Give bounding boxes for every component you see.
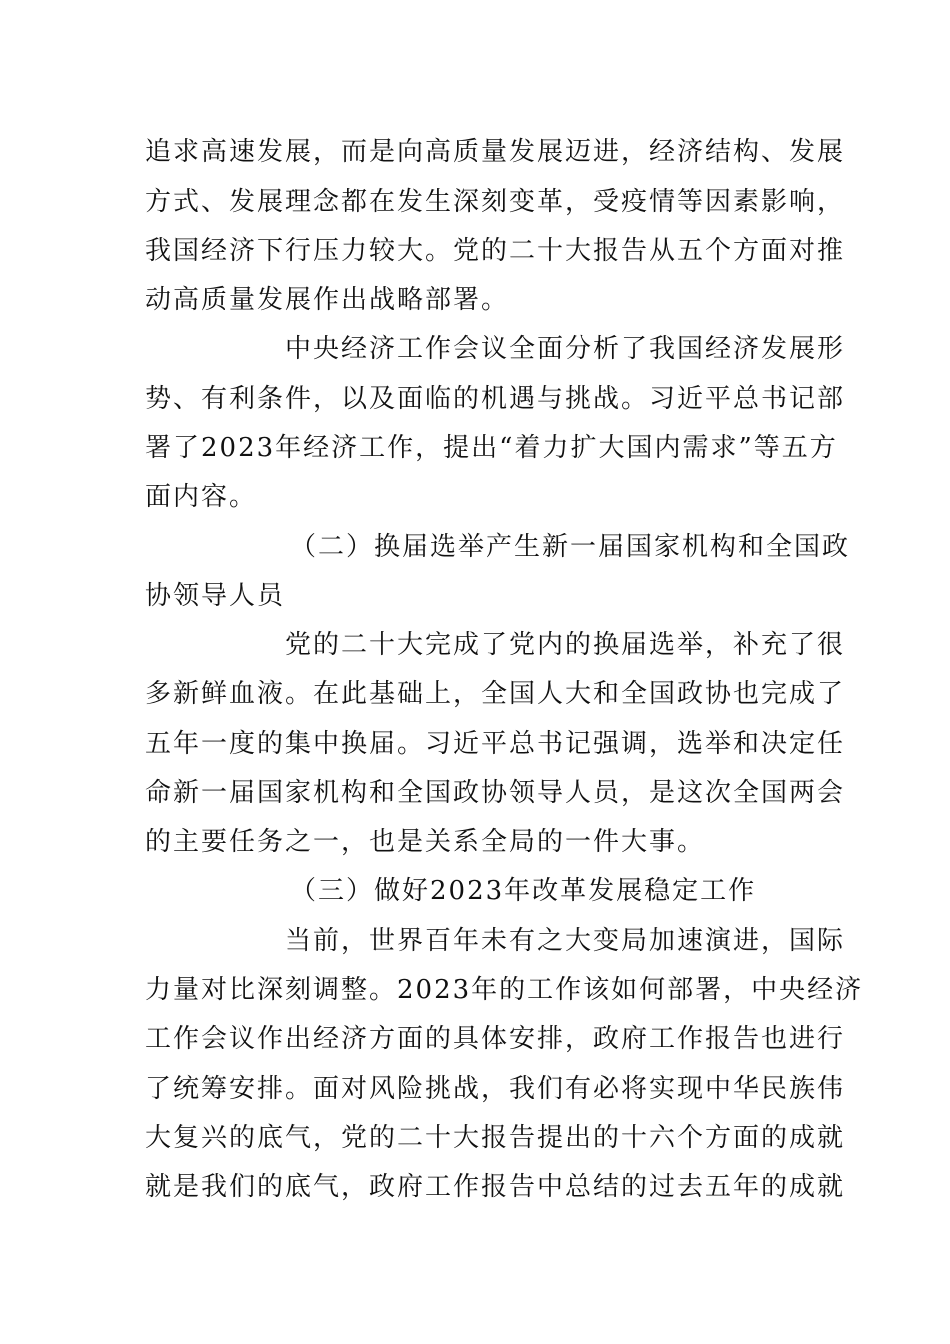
paragraph-4-line-3: 工作会议作出经济方面的具体安排，政府工作报告也进行 xyxy=(145,1024,846,1054)
paragraph-3-line-3: 五年一度的集中换届。习近平总书记强调，选举和决定任 xyxy=(145,729,846,759)
paragraph-3-line-2: 多新鲜血液。在此基础上，全国人大和全国政协也完成了 xyxy=(145,679,846,709)
section-heading-2-line-2: 协领导人员 xyxy=(145,581,286,611)
section-heading-3: （三）做好2023年改革发展稳定工作 xyxy=(290,876,757,906)
paragraph-3-line-5: 的主要任务之一，也是关系全局的一件大事。 xyxy=(145,827,706,857)
paragraph-4-line-2: 力量对比深刻调整。2023年的工作该如何部署，中央经济 xyxy=(145,975,864,1005)
paragraph-1-line-1: 追求高速发展，而是向高质量发展迈进，经济结构、发展 xyxy=(145,137,846,167)
paragraph-4-line-1: 当前，世界百年未有之大变局加速演进，国际 xyxy=(285,926,846,956)
section-heading-2-line-1: （二）换届选举产生新一届国家机构和全国政 xyxy=(290,532,851,562)
paragraph-1-line-4: 动高质量发展作出战略部署。 xyxy=(145,285,510,315)
paragraph-2-line-3: 署了2023年经济工作，提出“着力扩大国内需求”等五方 xyxy=(145,433,838,463)
paragraph-1-line-3: 我国经济下行压力较大。党的二十大报告从五个方面对推 xyxy=(145,236,846,266)
paragraph-4-line-4: 了统筹安排。面对风险挑战，我们有必将实现中华民族伟 xyxy=(145,1074,846,1104)
paragraph-2-line-1: 中央经济工作会议全面分析了我国经济发展形 xyxy=(285,334,846,364)
paragraph-4-line-5: 大复兴的底气，党的二十大报告提出的十六个方面的成就 xyxy=(145,1123,846,1153)
paragraph-2-line-4: 面内容。 xyxy=(145,482,258,512)
paragraph-2-line-2: 势、有利条件，以及面临的机遇与挑战。习近平总书记部 xyxy=(145,384,846,414)
paragraph-3-line-4: 命新一届国家机构和全国政协领导人员，是这次全国两会 xyxy=(145,778,846,808)
paragraph-1-line-2: 方式、发展理念都在发生深刻变革，受疫情等因素影响， xyxy=(145,187,846,217)
paragraph-4-line-6: 就是我们的底气，政府工作报告中总结的过去五年的成就 xyxy=(145,1172,846,1202)
paragraph-3-line-1: 党的二十大完成了党内的换届选举，补充了很 xyxy=(285,630,846,660)
